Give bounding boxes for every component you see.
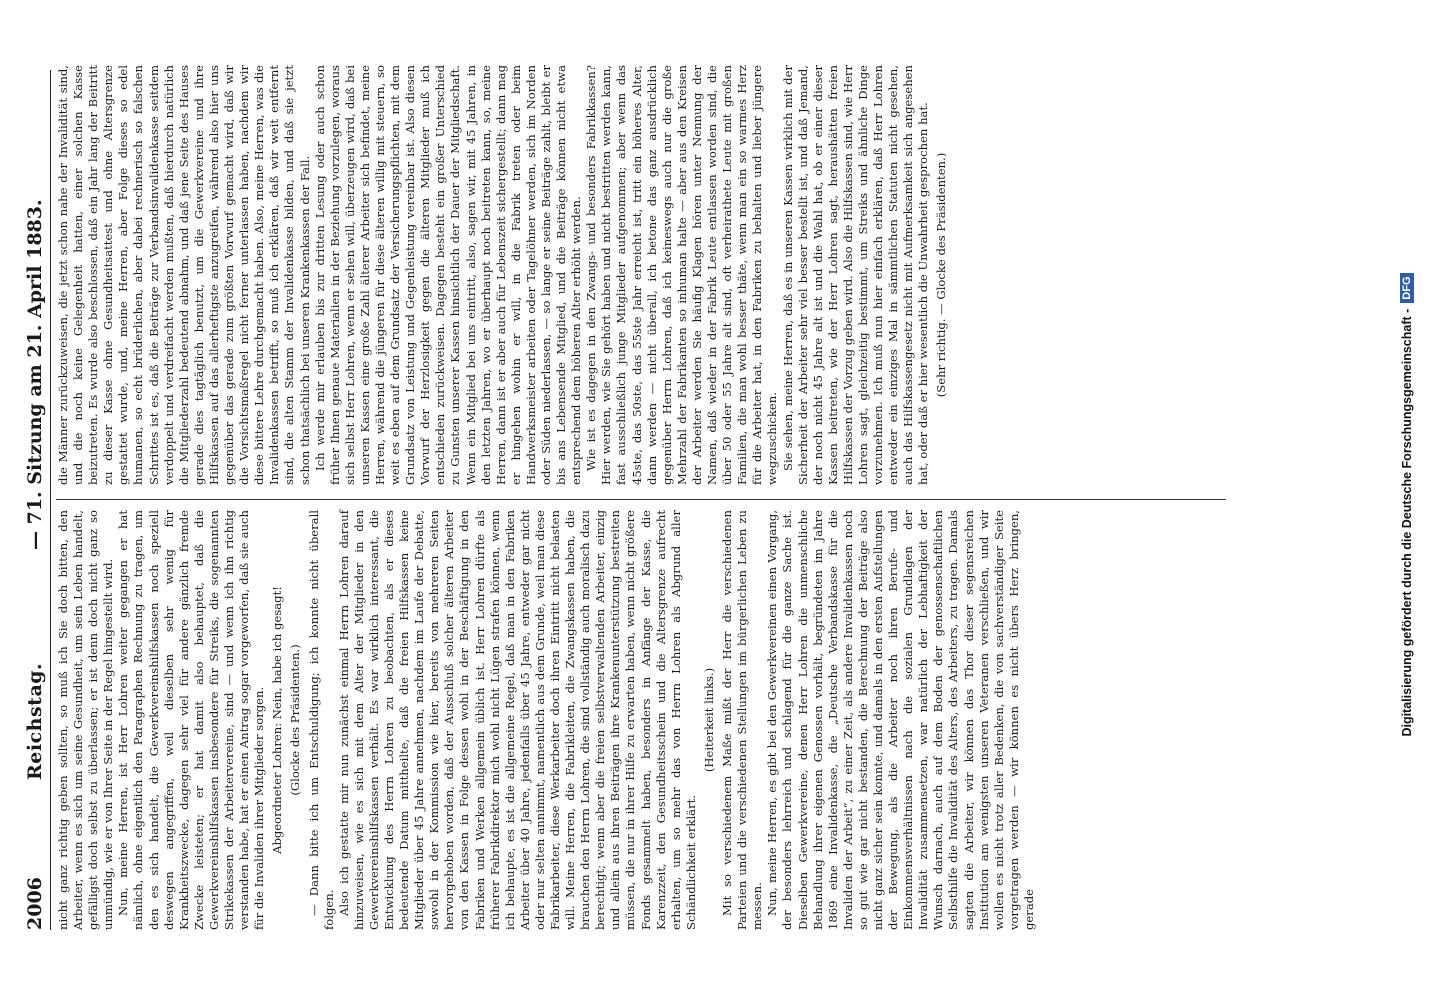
paragraph: Sie sehen, meine Herren, daß es in unseren Kassen wirklich mit der Sicherheit der Arbeiter sehr viel besser bestellt ist, und daß Jemand, der noch nicht 45 Jahre alt ist und die Wahl hat, ob er einer dieser Kassen beitreten, wie der Herr Lohren sagt, heraushätten freien Hilfskassen der Vorzug geben wird. Also die Hilfskassen sind, wie Herr Lohren sagt, gleichzeitig bestimmt, um Streiks und ähnliche Dinge vorzunehmen. Ich muß nun hier einfach erklären, daß Herr Lohren entweder ein einziges Mal in sämmtlichen Statuten nicht gesehen, auch das Hilfskassengesetz nicht mit Aufmerksamkeit sich angesehen hat, oder daß er hier wesentlich die Unwahrheit gesprochen hat.	[780, 65, 931, 485]
paragraph: Mit so verschiedenem Maße mißt der Herr die verschiedenen Parteien und die verschiedenen Stellungen im bürgerlichen Leben zu messen.	[720, 510, 765, 930]
stage-direction: (Glocke des Präsidenten.)	[288, 644, 303, 796]
text-column-left	[56, 510, 1037, 930]
paragraph: Wie ist es dagegen in den Zwangs- und besonders Fabrikkassen? Hier werden, wie Sie gehört haben und nicht bestritten werden kann, fast ausschließlich junge Mitglieder aufgenommen; aber wenn das 45ste, das 50ste, das 55ste Jahr erreicht ist, tritt ein höheres Alter, dann werden — nicht überall, ich betone das ganz ausdrücklich gegenüber Herrn Lohren, daß ich keineswegs auch nur die große Mehrzahl der Fabrikanten so inhuman halte — aber aus den Kreisen der Arbeiter werden Sie häufig Klagen hören unter Nennung der Namen, daß wieder in der Fabrik Leute entlassen worden sind, die über 50 oder 55 Jahre alt sind, oft verheirathete Leute mit großen Familien, die man wohl besser thäte, wenn man ein so warmes Herz für die Arbeiter hat, in den Fabriken zu behalten und lieber jüngere wegzuschicken.	[584, 65, 780, 485]
paragraph: Nun, meine Herren, es gibt bei den Gewerkvereinen einen Vorgang, der besonders lehrreich und schlagend für die ganze Sache ist. Dieselben Gewerkvereine, denen Herr Lohren die unmenschliche Behandlung ihrer eigenen Genossen vorhält, begründeten im Jahre 1869 eine Invalidenkasse, die „Deutsche Verbandskasse für die Invaliden der Arbeit“, zu einer Zeit, als andere Invalidenkassen noch so gut wie gar nicht bestanden, die Berechnung der Beiträge also nicht ganz sicher sein konnte, und damals in den ersten Aufstellungen der Bewegung, als die Arbeiter noch ihren Berufe- und Einkommensverhältnissen nach die sozialen Grundlagen der Invalidität zusammensetzen, war natürlich der Lebhaftigkeit der Wunsch darnach, auch auf dem Boden der genossenschaftlichen Selbsthilfe die Invalidität des Alters, des Arbeiters, zu tragen. Damals sagten die Arbeiter, wir können das Thor dieser segensreichen Institution am wenigsten unseren Veteranen verschließen, und wir wollen es nicht trotz aller Bedenken, die von sachverständiger Seite vorgetragen werden — wir können es nicht übers Herz bringen, gerade	[765, 510, 1036, 930]
stage-direction: Abgeordneter Lohren: Nein, habe ich gesagt!	[270, 586, 285, 854]
paragraph: die Männer zurückzuweisen, die jetzt schon nahe der Invalidität sind, und die noch keine Gelegenheit hatten, einer solchen Kasse beizutreten. Es wurde also beschlossen, daß ein Jahr lang der Beitritt zu dieser Kasse ohne Gesundheitsattest und ohne Altersgrenze gestattet wurde, und, meine Herren, aber Folge dieses so edel humanen, so echt brüderlichen, aber dabei rechnerisch so falschen Schrittes ist es, daß die Beiträge zur Verbandsinvalidenkasse seitdem verdoppelt und verdreifacht werden mußten, daß hierdurch natürlich die Mitgliederzahl bedeutend abnahm, und daß jene Seite des Hauses gerade dies tagtäglich benutzt, um die Gewerkvereine und ihre Hilfskassen auf das allerheftigste anzugreifen, während also hier uns gegenüber das gerade zum größten Vorwurf gemacht wird, daß wir die Vorsichtsmaßregel nicht ferner unterlassen haben, nachdem wir diese bittere Lehre durchgemacht haben. Also, meine Herren, was die Invalidenkassen betrifft, so muß ich erklären, daß wir weit entfernt sind, die alten Stamm der Invalidenkasse bilden, und daß sie jetzt schon thatsächlich bei unseren Krankenkassen der Fall.	[56, 65, 312, 485]
paragraph: Nun, meine Herren, ist Herr Lohren weiter gegangen er hat nämlich, ohne eigentlich den Paragraphen Rechnung zu tragen, um den es sich handelt, die Gewerkvereinshilfskassen noch speziell deswegen angegriffen, weil dieselben sehr wenig für Krankheitszwecke, dagegen sehr viel für andere gänzlich fremde Zwecke leisteten; er hat damit also behauptet, daß die Gewerkvereinshilfskassen insbesondere für Streiks, die sogenannten Strikekassen der Arbeitervereine, sind — und wenn ich ihn richtig verstanden habe, hat er einen Antrag sogar vorgeworfen, daß sie auch für die Invaliden ihrer Mitglieder sorgen.	[116, 510, 267, 930]
stage-direction: (Heiterkeit links.)	[701, 667, 716, 773]
column-divider	[56, 499, 1226, 500]
dfg-logo: DFG	[1400, 273, 1414, 302]
page-header	[22, 70, 51, 930]
paragraph: Also ich gestatte mir nun zunächst einmal Herrn Lohren darauf hinzuweisen, wie es sich mit dem Alter der Mitglieder in den Gewerkvereinshilfskassen verhält. Es war wirklich interessant, die Entwicklung des Herrn Lohren zu beobachten, als er dieses bedeutende Datum mittheilte, daß die freien Hilfskassen keine Mitglieder über 45 Jahre annehmen, nachdem im Laufe der Debatte, sowohl in der Kommission wie hier, bereits von mehreren Seiten hervorgehoben worden, daß der Ausschluß solcher älteren Arbeiter von den Kassen in Folge dessen wohl in der Beschäftigung in den Fabriken und Werken allgemein üblich ist. Herr Lohren dürfte als früherer Fabrikdirektor mich wohl nicht Lügen strafen können, wenn ich behaupte, es ist die allgemeine Regel, daß man in den Fabriken Arbeiter über 40 Jahre, jedenfalls über 45 Jahre, entweder gar nicht oder nur selten annimmt, namentlich aus dem Grunde, weil man diese Fabrikarbeiter, diese Werkarbeiter doch ihren Eintritt nicht belasten will. Meine Herren, die Fabrikleiten, die Zwangskassen haben, die brauchen den Herrn Lohren, die sind vollständig auch moralisch dazu berechtigt; wenn aber die freien selbstverwaltenden Arbeiter, einzig und allein aus ihren Beiträgen ihre Krankenunterstützung bestreiten müssen, die nur in ihrer Hilfe zu erwarten haben, wenn nicht größere Fonds gesammelt haben, besonders in Anfänge der Kasse, die Karenzzeit, den Gesundheitsschein und die Altersgrenze aufrecht erhalten, um so mehr das von Herrn Lohren als Abgrund aller Schändlichkeit erklärt.	[336, 510, 698, 930]
paragraph: — Dann bitte ich um Entschuldigung; ich konnte nicht überall folgen.	[306, 510, 336, 930]
paragraph: nicht ganz richtig geben sollten, so muß ich Sie doch bitten, den Arbeiter, wenn es sich um seine Gesundheit, um sein Leben handelt, gefälligst doch selbst zu überlassen; er ist denn doch nicht ganz so unmündig, wie er von Ihrer Seite in der Regel hingestellt wird.	[56, 510, 116, 930]
page-title: Reichstag.	[24, 662, 46, 780]
stage-direction: (Sehr richtig. — Glocke des Präsidenten.)	[934, 152, 949, 398]
text-column-right	[56, 65, 953, 485]
dfg-credit-text: Digitalisierung gefördert durch die Deutsche Forschungsgemeinschaft -	[1400, 308, 1414, 737]
dfg-sidebar	[1392, 30, 1422, 980]
session-heading: — 71. Sitzung am 21. April 1883.	[24, 199, 46, 550]
page-number: 2006	[24, 877, 46, 930]
paragraph: Ich werde mir erlauben bis zur dritten Lesung oder auch schon früher Ihnen genaue Materialien in der Beziehung vorzulegen, woraus sich selbst Herr Lohren, wenn er sehen will, überzeugen wird, daß bei unseren Kassen eine große Zahl älterer Arbeiter sich befindet, meine Herren, während die jüngeren für diese älteren willig mit steuern, so weit es eben auf dem Grundsatz der Versicherungspflichten, mit dem Grundsatz von Leistung und Gegenleistung vereinbar ist. Also diesen Vorwurf der Herzlosigkeit gegen die älteren Mitglieder muß ich entschieden zurückweisen. Dagegen besteht ein großer Unterschied zu Gunsten unserer Kassen hinsichtlich der Dauer der Mitgliedschaft. Wenn ein Mitglied bei uns eintritt, also, sagen wir, mit 45 Jahren, in den letzten Jahren, wo er überhaupt noch beitreten kann, so, meine Herren, dann ist er aber auch für Lebenszeit sichergestellt; dann mag er hingehen wohin er will, in die Fabrik treten oder beim Handwerksmeister arbeiten oder Tagelöhner werden, sich im Norden oder Süden niederlassen, — so lange er seine Beiträge zahlt, bleibt er bis ans Lebensende Mitglied, und die Beiträge können nicht etwa entsprechend dem höheren Alter erhöht werden.	[312, 65, 584, 485]
